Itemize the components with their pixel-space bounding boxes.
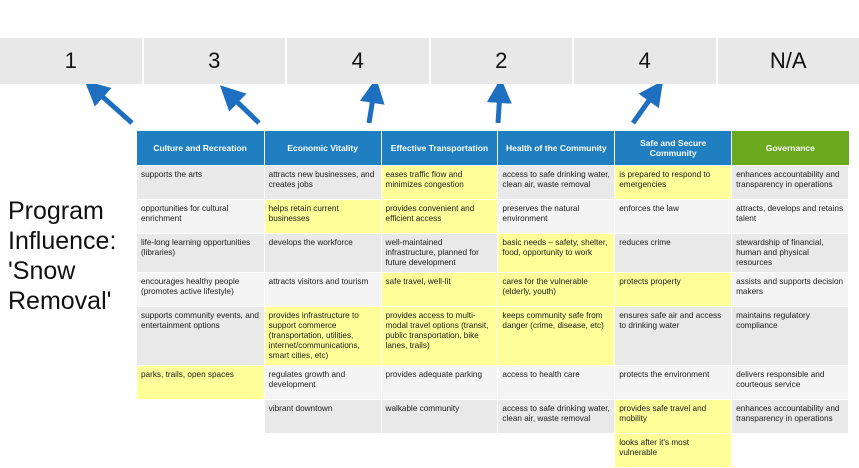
matrix-cell <box>137 433 265 467</box>
matrix-row <box>137 272 849 306</box>
arrows-svg <box>0 84 859 132</box>
upward-arrow-1 <box>95 90 132 123</box>
matrix-cell: protects the environment <box>615 365 732 399</box>
goal-score-effective-transportation: 4 <box>287 38 431 84</box>
matrix-cell: access to safe drinking water, clean air, waste removal <box>498 399 615 433</box>
matrix-cell: cares for the vulnerable (elderly, youth) <box>498 272 615 306</box>
goal-header-row <box>0 0 859 38</box>
upward-arrow-5 <box>633 92 655 123</box>
matrix-cell: vibrant downtown <box>264 399 381 433</box>
matrix-cell: regulates growth and development <box>264 365 381 399</box>
goal-header-effective-transportation <box>287 0 431 38</box>
matrix-cell <box>732 433 849 467</box>
matrix-cell: provides adequate parking <box>381 365 498 399</box>
matrix-header-governance: Governance <box>732 131 849 165</box>
matrix-header-row <box>137 131 849 165</box>
matrix-cell <box>381 433 498 467</box>
matrix-cell: preserves the natural environment <box>498 199 615 233</box>
matrix-cell: encourages healthy people (promotes active lifestyle) <box>137 272 265 306</box>
matrix-cell: access to safe drinking water, clean air, waste removal <box>498 165 615 199</box>
matrix-cell: attracts new businesses, and creates jobs <box>264 165 381 199</box>
goal-score-culture-and-recreation: 1 <box>0 38 144 84</box>
matrix-cell: attracts visitors and tourism <box>264 272 381 306</box>
matrix-cell: basic needs – safety, shelter, food, opportunity to work <box>498 233 615 272</box>
goal-score-economic-vitality: 3 <box>144 38 288 84</box>
goal-header-label: Governance <box>749 12 827 27</box>
matrix-cell: stewardship of financial, human and physical resources <box>732 233 849 272</box>
goal-header-label: Economic Vitality <box>158 12 270 27</box>
goal-header-health-of-the-community <box>431 0 575 38</box>
matrix-header-health-of-the-community: Health of the Community <box>498 131 615 165</box>
matrix-cell: provides infrastructure to support commerce (transportation, utilities, internet/communications, smart cities, etc) <box>264 306 381 365</box>
goal-header-economic-vitality <box>144 0 288 38</box>
matrix-cell: is prepared to respond to emergencies <box>615 165 732 199</box>
goal-header-culture-and-recreation <box>0 0 144 38</box>
goal-score-governance: N/A <box>718 38 859 84</box>
caption-line-3: 'Snow <box>8 256 136 286</box>
matrix-cell: ensures safe air and access to drinking water <box>615 306 732 365</box>
arrow-group <box>0 84 859 132</box>
matrix-header-safe-and-secure-community: Safe and Secure Community <box>615 131 732 165</box>
matrix-cell: enhances accountability and transparency in operations <box>732 165 849 199</box>
matrix-header-economic-vitality: Economic Vitality <box>264 131 381 165</box>
matrix-row <box>137 199 849 233</box>
matrix-cell: assists and supports decision makers <box>732 272 849 306</box>
matrix-cell: supports community events, and entertainment options <box>137 306 265 365</box>
goal-header-governance <box>718 0 859 38</box>
matrix-cell <box>498 433 615 467</box>
caption-line-4: Removal' <box>8 286 136 316</box>
upward-arrow-3 <box>369 92 374 123</box>
matrix-header-effective-transportation: Effective Transportation <box>381 131 498 165</box>
matrix-row <box>137 306 849 365</box>
goal-header-safe-and-secure-community <box>574 0 718 38</box>
upward-arrow-4 <box>498 92 500 123</box>
matrix-cell: keeps community safe from danger (crime, disease, etc) <box>498 306 615 365</box>
matrix-cell: protects property <box>615 272 732 306</box>
matrix-cell: supports the arts <box>137 165 265 199</box>
matrix-row <box>137 399 849 433</box>
goal-score-health-of-the-community: 2 <box>431 38 575 84</box>
matrix-cell: provides access to multi-modal travel options (transit, public transportation, bike lanes, trails) <box>381 306 498 365</box>
matrix-cell: reduces crime <box>615 233 732 272</box>
matrix-cell: eases traffic flow and minimizes congestion <box>381 165 498 199</box>
matrix-cell: maintains regulatory compliance <box>732 306 849 365</box>
matrix-cell: attracts, develops and retains talent <box>732 199 849 233</box>
goal-header-label: Culture and Recreation <box>4 4 138 34</box>
matrix-cell: walkable community <box>381 399 498 433</box>
matrix-cell: enhances accountability and transparency in operations <box>732 399 849 433</box>
matrix-cell: provides convenient and efficient access <box>381 199 498 233</box>
matrix-cell: safe travel, well-lit <box>381 272 498 306</box>
goal-summary-band <box>0 0 859 84</box>
matrix-cell: enforces the law <box>615 199 732 233</box>
goal-header-label: Health of the Community <box>435 4 569 34</box>
matrix-row <box>137 233 849 272</box>
caption-line-2: Influence: <box>8 226 136 256</box>
caption-line-1: Program <box>8 196 136 226</box>
matrix-row <box>137 365 849 399</box>
matrix-cell: delivers responsible and courteous service <box>732 365 849 399</box>
matrix-cell: access to health care <box>498 365 615 399</box>
matrix-cell <box>264 433 381 467</box>
goal-score-safe-and-secure-community: 4 <box>574 38 718 84</box>
goal-attribute-matrix <box>136 131 849 468</box>
matrix-row <box>137 165 849 199</box>
goal-header-label: Effective Transportation <box>291 4 425 34</box>
program-influence-caption <box>8 196 136 316</box>
matrix-cell: helps retain current businesses <box>264 199 381 233</box>
matrix-row <box>137 433 849 467</box>
matrix-header-culture-and-recreation: Culture and Recreation <box>137 131 265 165</box>
goal-header-label: Safe and Secure Community <box>578 4 712 34</box>
upward-arrow-2 <box>230 95 259 123</box>
matrix-cell: opportunities for cultural enrichment <box>137 199 265 233</box>
matrix-cell: develops the workforce <box>264 233 381 272</box>
matrix-cell <box>137 399 265 433</box>
matrix-cell: well-maintained infrastructure, planned for future development <box>381 233 498 272</box>
matrix-cell: life-long learning opportunities (libraries) <box>137 233 265 272</box>
matrix-cell: looks after it's most vulnerable <box>615 433 732 467</box>
goal-score-row <box>0 38 859 84</box>
matrix-cell: provides safe travel and mobility <box>615 399 732 433</box>
matrix-cell: parks, trails, open spaces <box>137 365 265 399</box>
